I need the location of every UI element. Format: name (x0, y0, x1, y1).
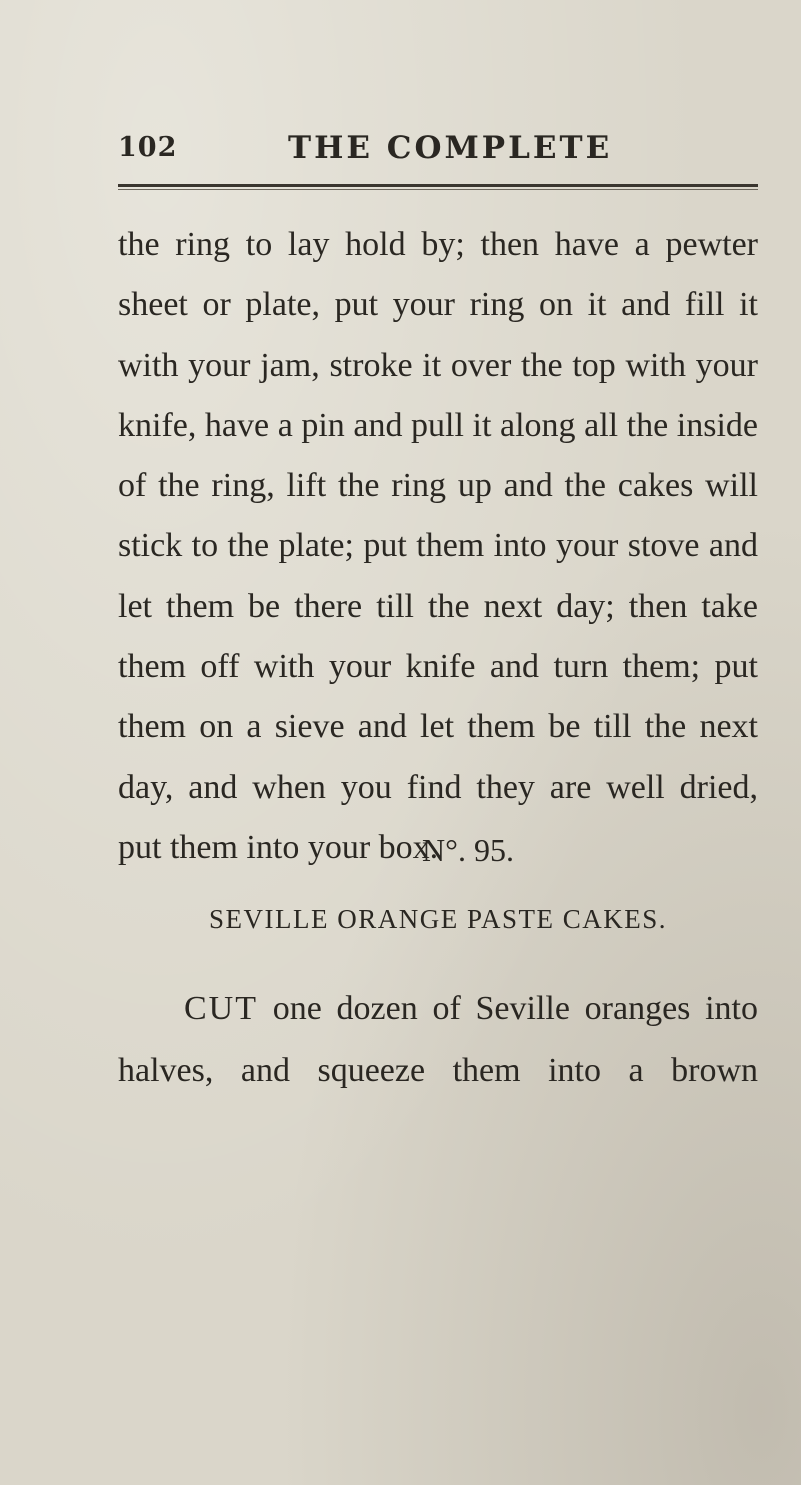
running-title: THE COMPLETE (288, 130, 613, 166)
running-head (118, 128, 758, 178)
page-number: 102 (118, 132, 178, 163)
recipe-lead-word: CUT (184, 990, 258, 1027)
body-paragraph: the ring to lay hold by; then have a pewter sheet or plate, put your ring on it and fill it with your jam, stroke it over the top with your knife, have a pin and pull it along all the inside of the ring, lift the ring up and the cakes will stick to the plate; put them into your stove and let them be there till the next day; then take them off with your knife and turn them; put them on a sieve and let them be till the next day, and when you find they are well dried, put them into your box. (118, 226, 758, 866)
recipe-heading: SEVILLE ORANGE PASTE CAKES. (208, 904, 668, 934)
recipe-body-text: one dozen of Seville oranges into halves, and squeeze them into a brown (118, 990, 759, 1089)
recipe-number: N°. 95. (422, 832, 514, 868)
header-rule (118, 184, 758, 187)
recipe-paragraph (118, 978, 758, 1102)
header-rule-thin (118, 189, 758, 190)
